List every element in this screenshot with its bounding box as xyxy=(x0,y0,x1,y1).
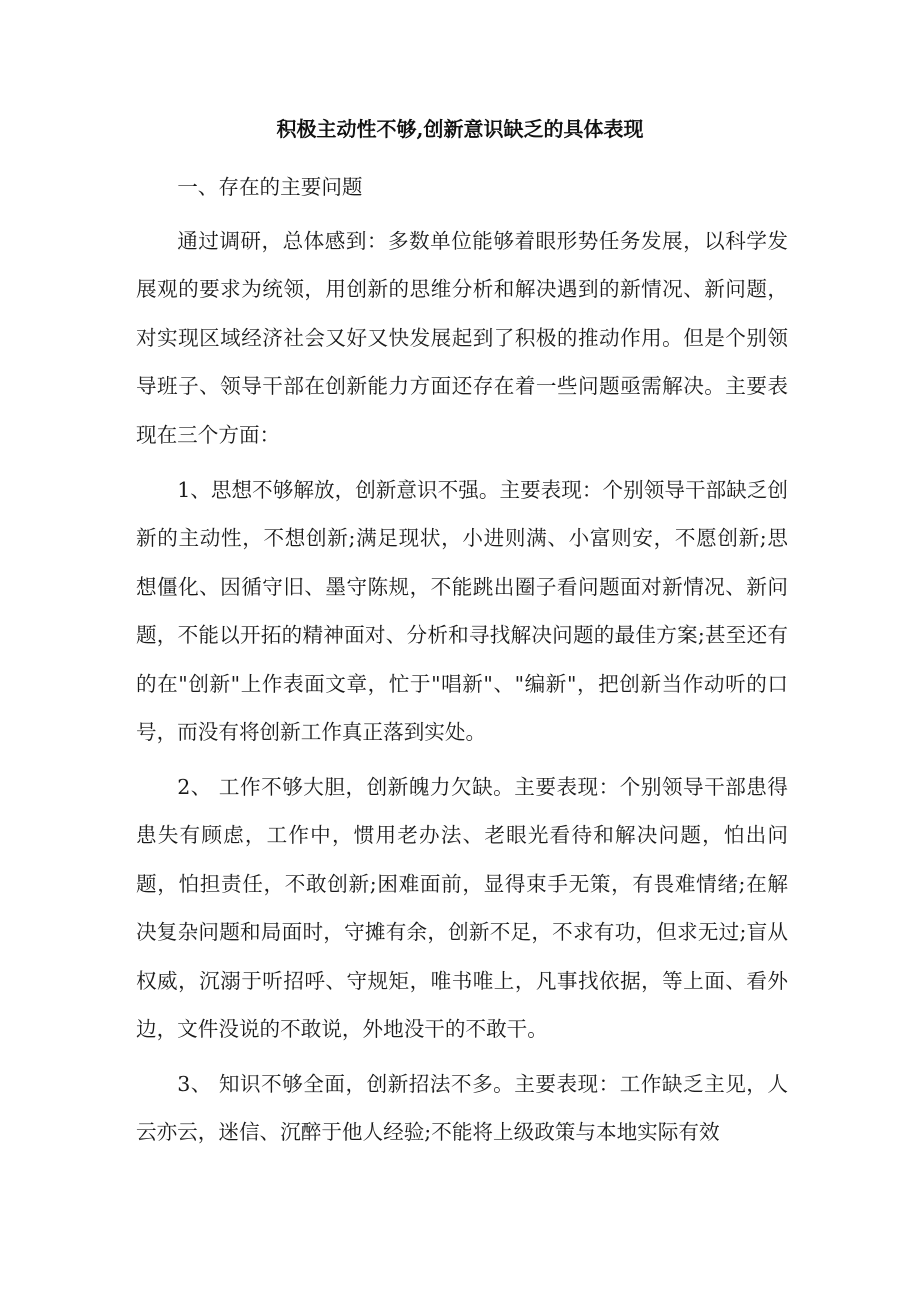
paragraph-intro: 通过调研，总体感到：多数单位能够着眼形势任务发展，以科学发展观的要求为统领，用创新的思维分析和解决遇到的新情况、新问题，对实现区域经济社会又好又快发展起到了积极的推动作用。但是个别领导班子、领导干部在创新能力方面还存在着一些问题亟需解决。主要表现在三个方面： xyxy=(136,229,788,447)
paragraph-item-2: 2、 工作不够大胆，创新魄力欠缺。主要表现：个别领导干部患得患失有顾虑，工作中，惯用老办法、老眼光看待和解决问题，怕出问题，怕担责任，不敢创新;困难面前，显得束手无策，有畏难情绪;在解决复杂问题和局面时，守摊有余，创新不足，不求有功，但求无过;盲从权威，沉溺于听招呼、守规矩，唯书唯上，凡事找依据，等上面、看外边，文件没说的不敢说，外地没干的不敢干。 xyxy=(136,775,788,1042)
document-title: 积极主动性不够,创新意识缺乏的具体表现 xyxy=(276,117,644,141)
section-heading: 一、存在的主要问题 xyxy=(177,175,363,199)
paragraph-item-1: 1、思想不够解放，创新意识不强。主要表现：个别领导干部缺乏创新的主动性，不想创新;满足现状，小进则满、小富则安，不愿创新;思想僵化、因循守旧、墨守陈规，不能跳出圈子看问题面对新情况、新问题，不能以开拓的精神面对、分析和寻找解决问题的最佳方案;甚至还有的在"创新"上作表面文章，忙于"唱新"、"编新"，把创新当作动听的口号，而没有将创新工作真正落到实处。 xyxy=(136,478,788,745)
paragraph-item-3: 3、 知识不够全面，创新招法不多。主要表现：工作缺乏主见，人云亦云，迷信、沉醉于他人经验;不能将上级政策与本地实际有效 xyxy=(136,1072,788,1145)
